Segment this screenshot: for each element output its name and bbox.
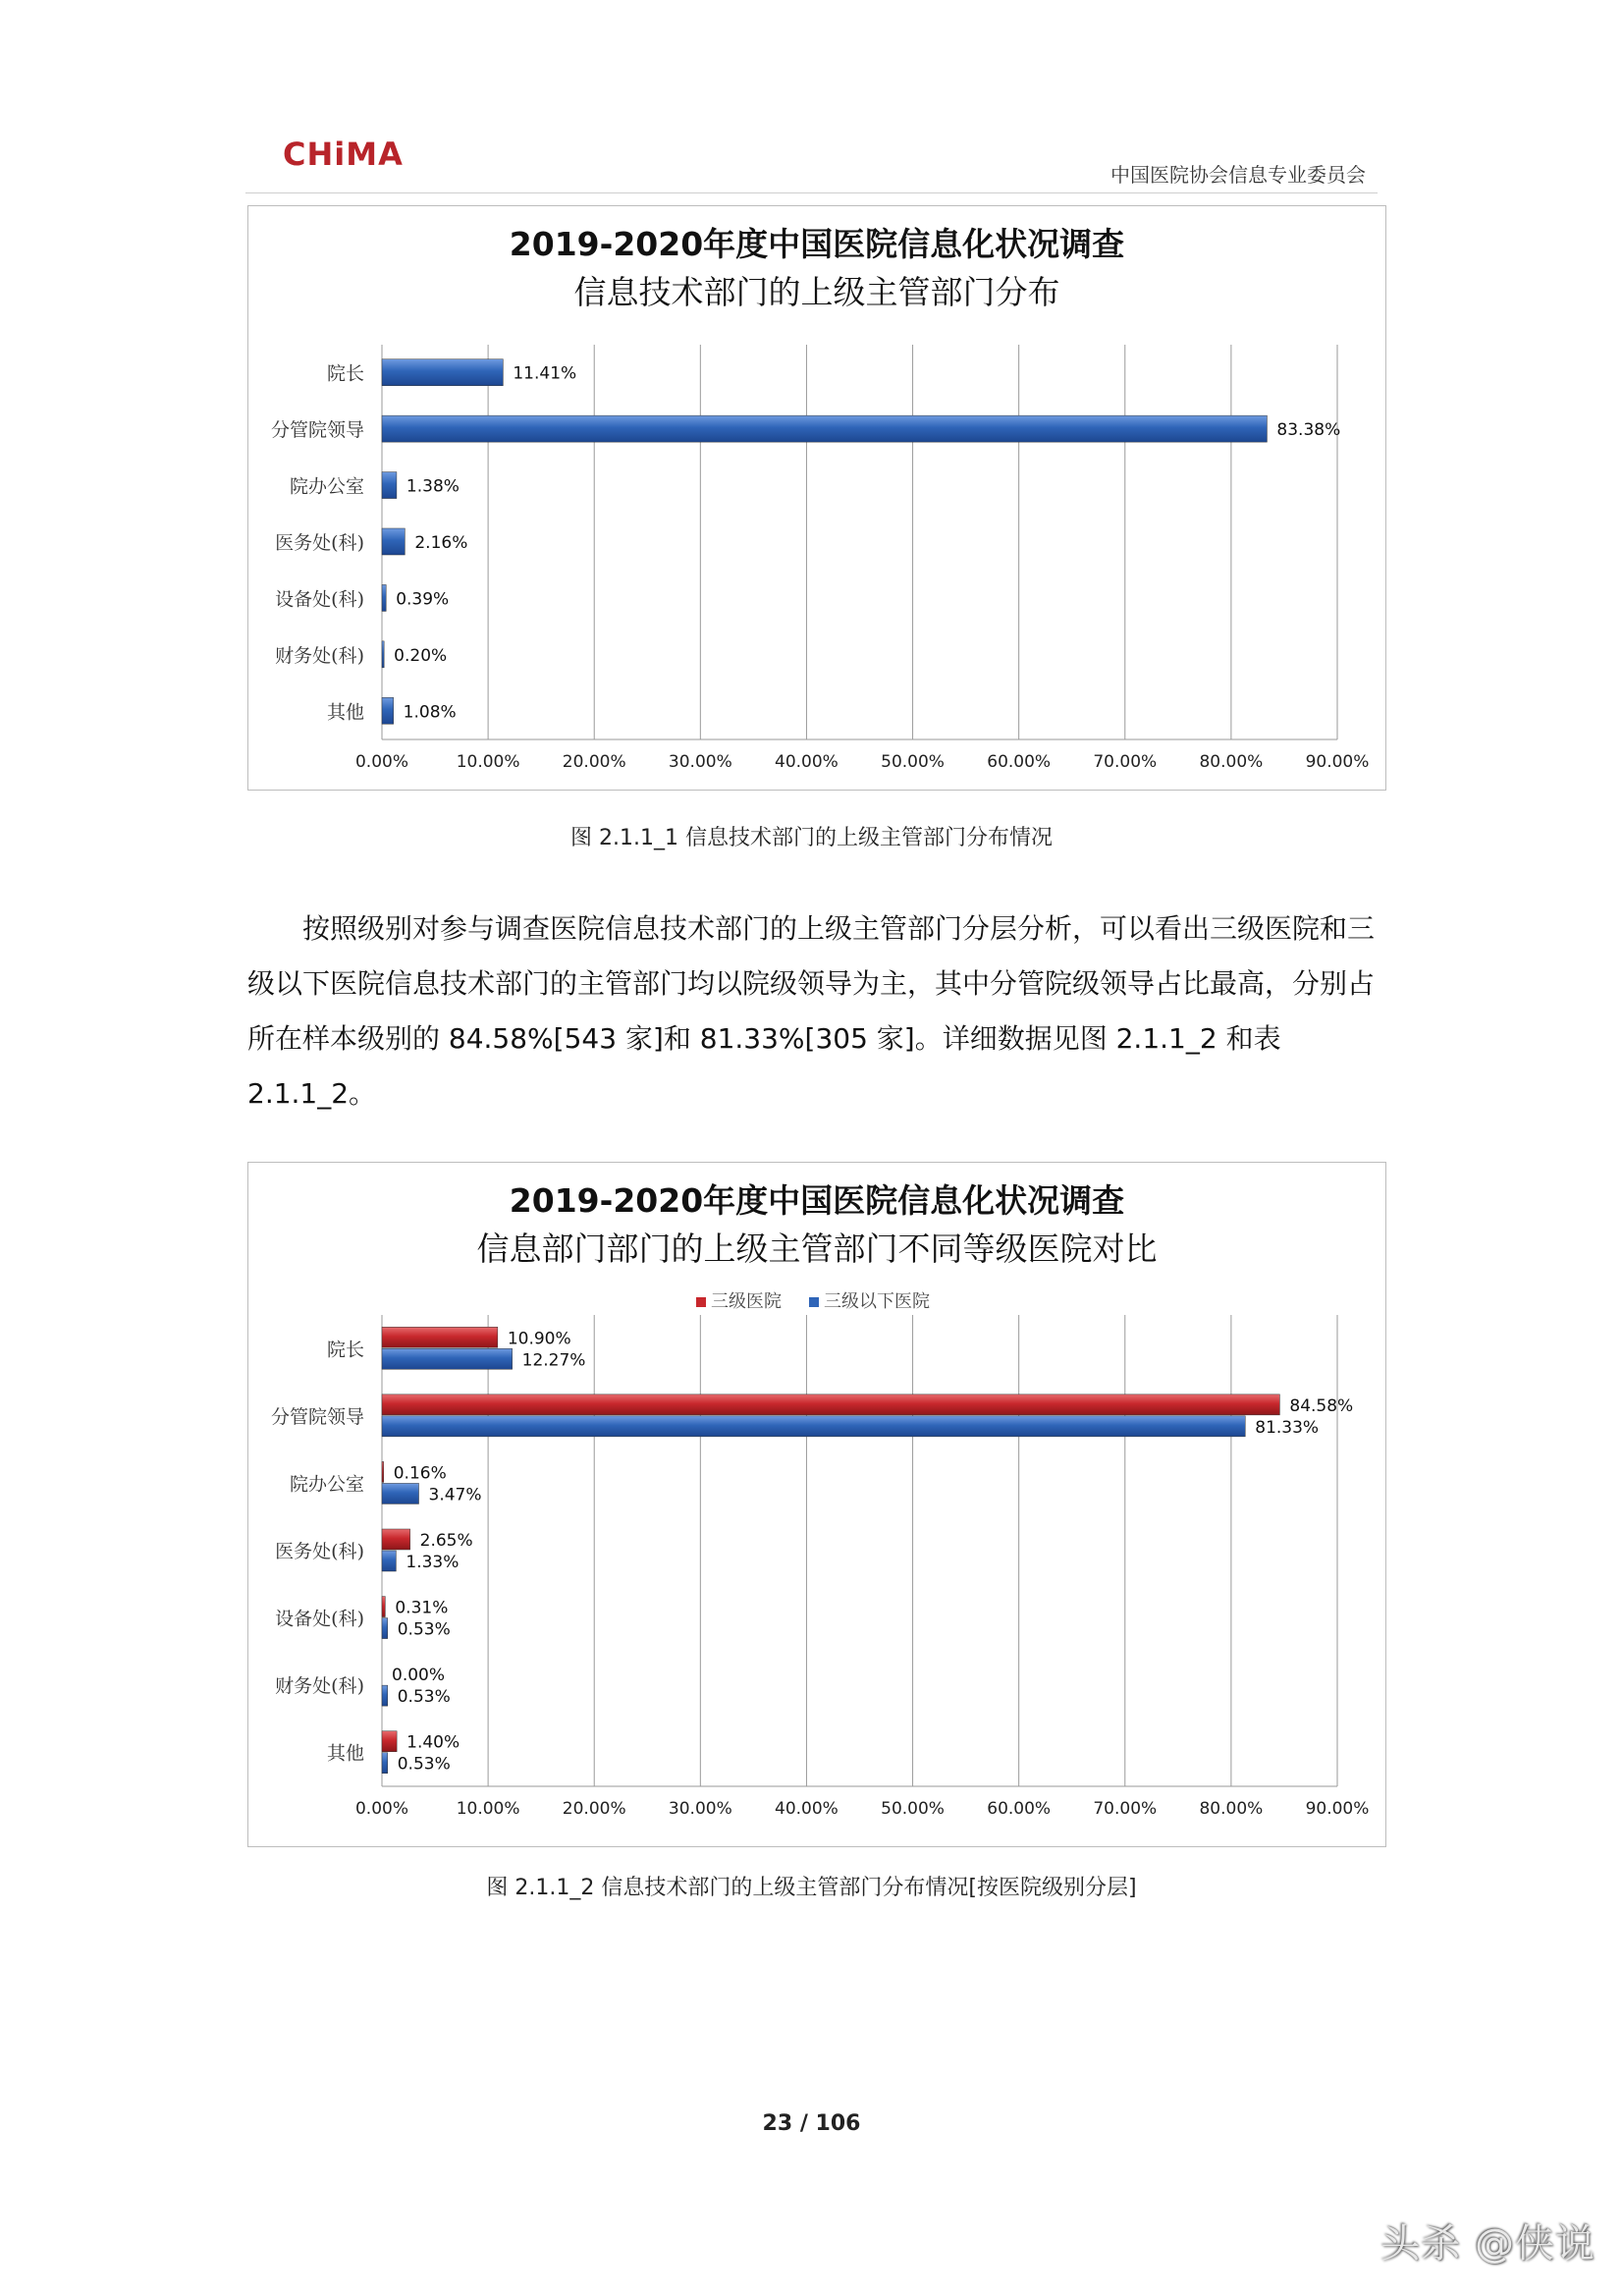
bar xyxy=(382,1483,419,1503)
data-label: 0.00% xyxy=(392,1666,446,1686)
data-label: 0.31% xyxy=(395,1598,449,1618)
figure-2-caption: 图 2.1.1_2 信息技术部门的上级主管部门分布情况[按医院级别分层] xyxy=(486,1876,1137,1900)
category-label: 院长 xyxy=(326,362,364,385)
category-label: 分管院领导 xyxy=(270,419,364,442)
bar xyxy=(382,1327,498,1347)
bar xyxy=(382,472,397,499)
x-tick-label: 10.00% xyxy=(456,1799,520,1819)
chart-subtitle: 信息技术部门的上级主管部门分布 xyxy=(573,273,1060,311)
x-tick-label: 70.00% xyxy=(1093,1799,1158,1819)
x-tick-label: 50.00% xyxy=(881,752,945,772)
x-tick-label: 50.00% xyxy=(881,1799,945,1819)
chart-title: 2019-2020年度中国医院信息化状况调查 xyxy=(509,225,1125,263)
data-label: 3.47% xyxy=(428,1485,482,1505)
category-label: 分管院领导 xyxy=(270,1405,364,1428)
bar xyxy=(382,1416,1245,1437)
bar xyxy=(382,1685,388,1706)
category-label: 院办公室 xyxy=(289,1473,364,1496)
chart-2 xyxy=(248,1163,1385,1846)
category-label: 财务处(科) xyxy=(275,644,364,667)
category-label: 院长 xyxy=(326,1339,364,1361)
bar xyxy=(382,584,386,611)
bar xyxy=(382,1618,388,1639)
chart-1 xyxy=(248,206,1385,790)
data-label: 84.58% xyxy=(1289,1395,1354,1416)
data-label: 0.53% xyxy=(397,1619,451,1640)
data-label: 1.38% xyxy=(406,476,460,497)
x-tick-label: 40.00% xyxy=(775,1799,839,1819)
page-number: 23 / 106 xyxy=(762,2111,861,2136)
x-tick-label: 80.00% xyxy=(1199,1799,1264,1819)
bar xyxy=(382,1597,385,1617)
data-label: 1.33% xyxy=(406,1553,460,1572)
data-label: 0.16% xyxy=(393,1463,447,1484)
category-label: 其他 xyxy=(326,1742,364,1765)
x-tick-label: 60.00% xyxy=(987,1799,1052,1819)
category-label: 设备处(科) xyxy=(275,588,364,611)
data-label: 1.08% xyxy=(403,702,457,723)
x-tick-label: 30.00% xyxy=(668,1799,732,1819)
category-label: 院办公室 xyxy=(289,475,364,498)
figure-1-caption: 图 2.1.1_1 信息技术部门的上级主管部门分布情况 xyxy=(570,826,1053,850)
bar xyxy=(382,528,405,555)
data-label: 83.38% xyxy=(1276,420,1341,441)
bar xyxy=(382,1461,384,1482)
data-label: 1.40% xyxy=(406,1732,460,1753)
x-tick-label: 30.00% xyxy=(668,752,732,772)
chart-2-container xyxy=(247,1162,1386,1847)
chart-subtitle: 信息部门部门的上级主管部门不同等级医院对比 xyxy=(476,1230,1158,1268)
data-label: 81.33% xyxy=(1255,1417,1320,1438)
bar xyxy=(382,1753,388,1774)
bar xyxy=(382,697,394,724)
organization-name: 中国医院协会信息专业委员会 xyxy=(1110,163,1366,187)
x-tick-label: 60.00% xyxy=(987,752,1052,772)
x-tick-label: 70.00% xyxy=(1093,752,1158,772)
x-tick-label: 0.00% xyxy=(354,1799,409,1819)
data-label: 2.65% xyxy=(419,1531,473,1551)
bar xyxy=(382,1731,397,1752)
chart-1-container xyxy=(247,205,1386,791)
x-tick-label: 40.00% xyxy=(775,752,839,772)
category-label: 医务处(科) xyxy=(275,532,364,554)
chima-logo: CHiMA xyxy=(283,136,404,173)
header-divider xyxy=(245,192,1378,193)
paragraph-text: 按照级别对参与调查医院信息技术部门的上级主管部门分层分析，可以看出三级医院和三级以下医院信息技术部门的主管部门均以院级领导为主，其中分管院级领导占比最高，分别占所在样本级别的 84.58%[543 家]和 81.33%[305 家]。详细数据见图 2.1.1_2 和表 2.1.1_2。 xyxy=(247,912,1376,1110)
x-tick-label: 90.00% xyxy=(1305,752,1370,772)
legend-swatch xyxy=(809,1297,819,1307)
data-label: 12.27% xyxy=(521,1350,586,1371)
category-label: 财务处(科) xyxy=(275,1675,364,1698)
bar xyxy=(382,641,384,668)
chart-title: 2019-2020年度中国医院信息化状况调查 xyxy=(509,1181,1125,1220)
body-paragraph xyxy=(247,902,1386,1121)
category-label: 医务处(科) xyxy=(275,1541,364,1562)
bar xyxy=(382,359,503,386)
watermark: 头杀 @侠说 xyxy=(1380,2221,1596,2267)
bar xyxy=(382,1551,396,1571)
legend-swatch xyxy=(696,1297,706,1307)
bar xyxy=(382,415,1267,442)
category-label: 设备处(科) xyxy=(275,1608,364,1630)
category-label: 其他 xyxy=(326,701,364,724)
x-tick-label: 90.00% xyxy=(1305,1799,1370,1819)
data-label: 0.53% xyxy=(397,1687,451,1708)
legend-label: 三级医院 xyxy=(711,1291,782,1312)
data-label: 10.90% xyxy=(507,1329,571,1349)
data-label: 2.16% xyxy=(414,533,468,553)
data-label: 0.20% xyxy=(394,645,448,666)
data-label: 11.41% xyxy=(513,363,577,384)
bar xyxy=(382,1348,513,1369)
x-tick-label: 20.00% xyxy=(562,1799,626,1819)
data-label: 0.53% xyxy=(397,1754,451,1775)
legend-label: 三级以下医院 xyxy=(824,1291,930,1312)
bar xyxy=(382,1529,410,1550)
data-label: 0.39% xyxy=(396,589,450,610)
x-tick-label: 80.00% xyxy=(1199,752,1264,772)
bar xyxy=(382,1394,1279,1415)
x-tick-label: 0.00% xyxy=(354,752,409,772)
x-tick-label: 10.00% xyxy=(456,752,520,772)
x-tick-label: 20.00% xyxy=(562,752,626,772)
